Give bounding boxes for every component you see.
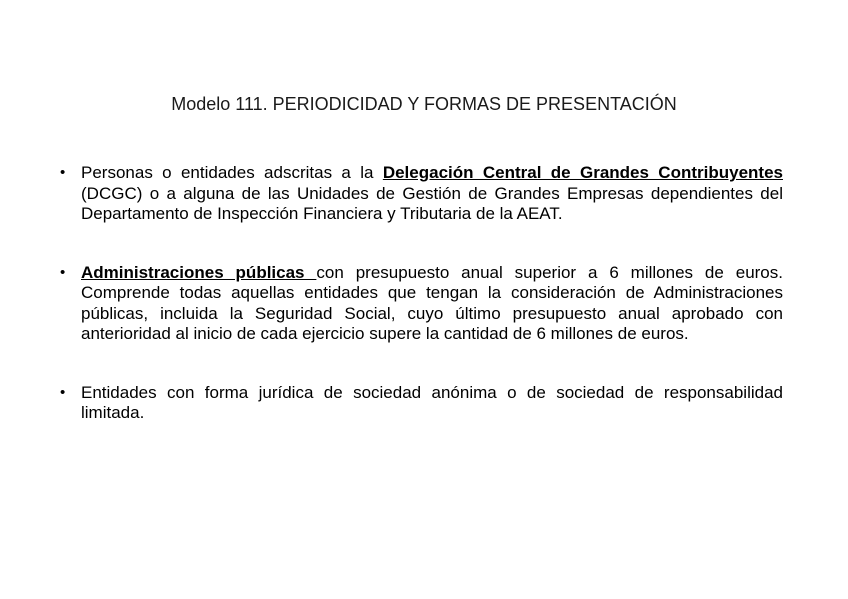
- bullet-text: con presupuesto anual superior a 6 millones de euros. Comprende todas aquellas entidades que tengan la consideración de Administraciones públicas, incluida la Seguridad Social, cuyo último presupuesto anual aprobado con anterioridad al inicio de cada ejercicio supere la cantidad de 6 millones de euros.: [81, 262, 783, 343]
- bullet-icon: •: [60, 383, 66, 401]
- slide-title: Modelo 111. PERIODICIDAD Y FORMAS DE PRESENTACIÓN: [171, 94, 677, 114]
- bullet-emphasis: Delegación Central de Grandes Contribuyentes: [382, 163, 783, 182]
- bullet-emphasis: Administraciones públicas: [81, 262, 317, 282]
- bullet-item-administraciones: [60, 263, 783, 345]
- bullet-list: [60, 163, 783, 424]
- bullet-text: (DCGC) o a alguna de las Unidades de Gestión de Grandes Empresas dependientes del Departamento de Inspección Financiera y Tributaria de la AEAT.: [81, 183, 783, 223]
- bullet-text: Entidades con forma jurídica de sociedad anónima o de sociedad de responsabilidad limitada.: [81, 382, 783, 422]
- bullet-item-dcgc: [60, 163, 783, 225]
- bullet-icon: •: [60, 263, 66, 281]
- bullet-item-entidades: [60, 383, 783, 424]
- bullet-icon: •: [60, 164, 66, 181]
- bullet-text: Personas o entidades adscritas a la: [81, 163, 383, 182]
